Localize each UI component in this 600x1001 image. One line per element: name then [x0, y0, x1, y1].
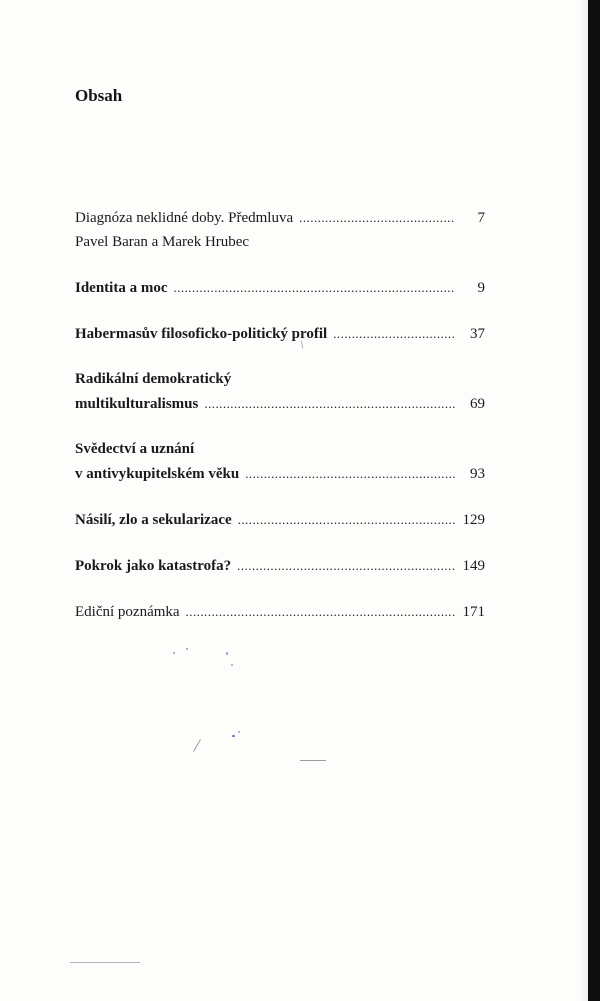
dot-leader — [174, 275, 456, 301]
toc-page-number: 129 — [462, 512, 485, 528]
toc-entry-identity — [75, 275, 485, 301]
toc-entry-title: Habermasův filosoficko-politický profil — [75, 326, 328, 342]
toc-page-number: 9 — [477, 280, 485, 296]
toc-entry-editorial-note — [75, 599, 485, 625]
scan-scratch — [70, 962, 140, 963]
scan-scratch — [193, 739, 201, 752]
scan-scratch — [300, 760, 326, 761]
toc-entry-recognition — [75, 437, 485, 487]
dot-leader — [237, 553, 454, 579]
scan-speck — [186, 648, 188, 650]
scan-speck — [173, 652, 175, 654]
toc-page-number: 149 — [462, 558, 485, 574]
toc-entry-habermas — [75, 321, 485, 347]
dot-leader — [299, 205, 455, 231]
toc-entry-title: Násilí, zlo a sekularizace — [75, 512, 232, 528]
toc-entry-authors: Pavel Baran a Marek Hrubec — [75, 234, 250, 250]
scan-speck — [232, 735, 235, 737]
toc-entry-title: Ediční poznámka — [75, 604, 180, 620]
dot-leader — [204, 391, 455, 417]
toc-entry-multiculturalism — [75, 367, 485, 417]
scan-speck — [231, 664, 233, 666]
toc-page-number: 93 — [470, 466, 485, 482]
table-of-contents — [75, 205, 485, 625]
toc-entry-title: Svědectví a uznání — [75, 441, 195, 457]
page-title: Obsah — [75, 86, 123, 105]
scan-speck — [226, 652, 228, 655]
toc-entry-title-continued: multikulturalismus — [75, 396, 199, 412]
toc-entry-title-continued: v antivykupitelském věku — [75, 466, 240, 482]
dot-leader — [245, 461, 455, 487]
dot-leader — [186, 599, 455, 625]
toc-entry-title: Identita a moc — [75, 280, 168, 296]
dot-leader — [333, 321, 455, 347]
dot-leader — [238, 507, 455, 533]
toc-entry-title: Radikální demokratický — [75, 371, 232, 387]
toc-entry-violence — [75, 507, 485, 533]
toc-entry-preface — [75, 205, 485, 255]
toc-entry-progress — [75, 553, 485, 579]
toc-page-number: 171 — [462, 604, 485, 620]
toc-page-number: 7 — [477, 210, 485, 226]
toc-page-number: 37 — [470, 326, 485, 342]
scan-speck — [238, 731, 240, 733]
toc-entry-title: Diagnóza neklidné doby. Předmluva — [75, 210, 294, 226]
toc-entry-title: Pokrok jako katastrofa? — [75, 558, 232, 574]
toc-page-number: 69 — [470, 396, 485, 412]
